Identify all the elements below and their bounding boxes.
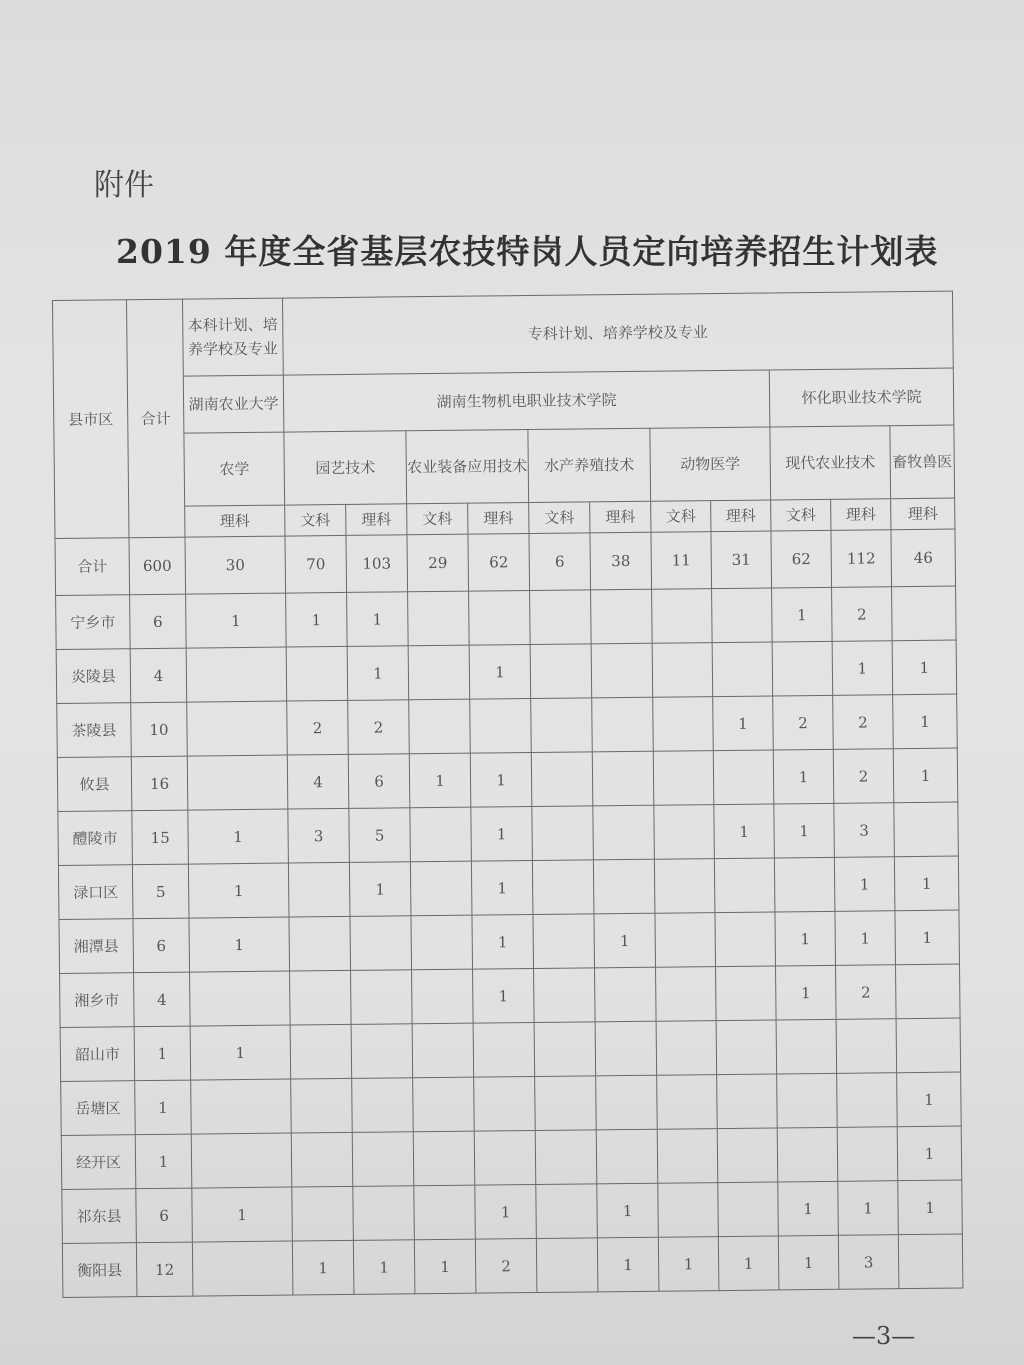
table-cell [474,1076,536,1131]
header-region: 县市区 [53,300,129,539]
table-cell [290,1024,352,1079]
table-cell [473,1022,535,1077]
table-cell [653,697,714,752]
row-region: 衡阳县 [62,1243,137,1298]
table-cell: 4 [287,754,349,809]
row-region: 醴陵市 [58,811,133,866]
table-row [60,1018,961,1081]
enrollment-plan-table [52,291,963,1298]
table-cell [718,1182,779,1237]
table-cell [593,859,655,914]
table-cell: 2 [836,965,897,1020]
table-cell: 1 [349,862,411,917]
table-cell [351,970,413,1025]
table-cell: 112 [831,530,892,588]
row-region: 合计 [55,538,130,596]
table-cell: 1 [776,965,837,1020]
table-row [61,1072,962,1135]
header-track-science: 理科 [185,505,285,537]
table-cell [658,1183,719,1238]
table-row [60,964,961,1027]
table-cell [531,752,593,807]
table-cell: 1 [895,910,960,965]
table-cell: 1 [471,861,533,916]
header-school-huaihua: 怀化职业技术学院 [769,368,954,427]
row-region: 宁乡市 [56,595,131,650]
header-major-aquaculture: 水产养殖技术 [528,428,651,502]
table-cell [657,1129,718,1184]
row-total: 6 [130,594,187,649]
table-cell [595,967,657,1022]
table-cell [837,1127,898,1182]
table-cell: 31 [711,531,772,589]
row-region: 攸县 [57,757,132,812]
header-track-arts: 文科 [771,499,831,531]
table-cell [717,1074,778,1129]
table-cell: 1 [774,803,835,858]
row-region: 渌口区 [58,865,133,920]
row-total: 16 [131,756,188,811]
row-total: 15 [132,810,189,865]
table-cell [712,642,773,697]
table-cell [652,643,713,698]
table-cell: 3 [834,803,895,858]
table-cell: 29 [407,534,469,592]
table-cell: 11 [651,532,712,590]
table-row [58,802,959,865]
header-track-science: 理科 [891,498,955,530]
table-cell: 1 [597,1237,659,1292]
table-cell: 1 [189,917,290,972]
table-cell: 1 [470,753,532,808]
table-cell [777,1127,838,1182]
table-cell: 1 [594,913,656,968]
table-cell: 1 [838,1181,899,1236]
table-cell [192,1241,293,1296]
table-row [57,748,958,811]
table-cell: 70 [285,535,347,593]
row-total: 6 [133,918,190,973]
table-cell [291,1132,353,1187]
table-cell [191,1079,292,1134]
row-total: 1 [134,1026,191,1081]
table-cell [713,750,774,805]
table-cell: 5 [349,808,411,863]
table-cell [411,915,473,970]
table-cell: 1 [835,911,896,966]
table-cell [352,1132,414,1187]
row-region: 湘乡市 [60,973,135,1028]
table-cell: 1 [892,640,957,695]
table-cell [596,1129,658,1184]
table-cell: 1 [773,749,834,804]
table-cell [191,1133,292,1188]
row-total: 4 [130,648,187,703]
header-junior-plan: 专科计划、培养学校及专业 [282,291,953,375]
table-cell [653,751,714,806]
header-school-hunan-bio: 湖南生物机电职业技术学院 [283,370,770,432]
header-track-arts: 文科 [529,502,590,534]
table-cell: 6 [348,754,410,809]
row-region: 岳塘区 [61,1081,136,1136]
table-body [55,529,963,1297]
table-cell: 2 [287,700,349,755]
table-cell: 1 [897,1126,962,1181]
header-track-arts: 文科 [407,503,468,535]
table-cell: 1 [471,807,533,862]
table-cell [536,1238,598,1293]
table-cell [532,860,594,915]
table-cell [774,857,835,912]
row-region: 茶陵县 [57,703,132,758]
table-cell: 1 [898,1180,963,1235]
row-total: 12 [136,1242,193,1297]
table-cell: 3 [838,1235,899,1290]
table-cell [536,1184,598,1239]
header-major-animal-medicine: 动物医学 [650,427,771,501]
table-cell [656,967,717,1022]
document-title: 2019 年度全省基层农技特岗人员定向培养招生计划表 [116,232,939,271]
table-cell: 1 [893,748,958,803]
table-row [58,856,959,919]
table-cell: 2 [348,700,410,755]
header-major-veterinary: 畜牧兽医 [890,425,955,499]
table-row [56,640,957,703]
table-cell [350,916,412,971]
table-cell: 1 [292,1240,354,1295]
table-cell [474,1130,536,1185]
row-total: 5 [132,864,189,919]
table-cell: 1 [286,592,348,647]
header-major-modern-agri: 现代农业技术 [770,426,891,500]
table-cell: 1 [188,863,289,918]
table-cell: 2 [773,695,834,750]
table-cell: 1 [192,1187,293,1242]
table-cell [892,586,957,641]
table-cell: 1 [190,1025,291,1080]
table-cell [290,970,352,1025]
table-cell [410,807,472,862]
table-cell [408,591,470,646]
table-cell [530,590,592,645]
table-row [56,586,957,649]
row-region: 韶山市 [60,1027,135,1082]
table-cell [470,699,532,754]
table-cell [292,1186,354,1241]
table-cell [596,1075,658,1130]
table-cell [190,971,291,1026]
table-cell [777,1073,838,1128]
table-cell: 1 [832,641,893,696]
table-cell [410,861,472,916]
table-cell: 1 [834,857,895,912]
header-track-science: 理科 [468,503,529,535]
row-total: 1 [135,1080,192,1135]
table-cell [836,1019,897,1074]
table-cell [656,1021,717,1076]
table-cell: 3 [288,808,350,863]
header-track-arts: 文科 [285,504,346,536]
table-cell [716,1020,777,1075]
header-major-agri-equipment: 农业装备应用技术 [406,430,529,504]
table-cell: 1 [597,1183,659,1238]
table-cell [654,859,715,914]
table-cell [772,641,833,696]
table-cell: 2 [832,587,893,642]
table-cell: 1 [713,696,774,751]
table-cell [534,968,596,1023]
table-cell [532,806,594,861]
table-cell [412,969,474,1024]
header-track-science: 理科 [711,500,771,532]
table-cell: 1 [772,587,833,642]
table-cell [187,755,288,810]
table-cell [409,699,471,754]
row-total: 6 [136,1188,193,1243]
table-cell [715,912,776,967]
table-cell: 2 [833,695,894,750]
table-cell: 1 [409,753,471,808]
row-region: 祁东县 [62,1189,137,1244]
table-cell [716,966,777,1021]
header-track-arts: 文科 [651,501,711,533]
table-cell: 1 [775,911,836,966]
table-cell: 1 [469,645,531,700]
row-region: 湘潭县 [59,919,134,974]
table-cell: 1 [473,968,535,1023]
table-cell: 1 [347,646,409,701]
page-number: —3— [852,1322,916,1350]
header-track-science: 理科 [590,501,651,533]
table-cell [652,589,713,644]
table-cell [535,1130,597,1185]
table-cell [592,751,654,806]
table-cell [353,1186,415,1241]
table-cell [894,802,959,857]
header-undergrad-plan: 本科计划、培养学校及专业 [182,298,283,376]
table-cell: 1 [472,914,534,969]
table-cell: 1 [186,593,287,648]
table-cell: 1 [778,1181,839,1236]
table-cell [352,1078,414,1133]
table-cell: 1 [188,809,289,864]
table-cell: 1 [894,856,959,911]
table-cell [286,646,348,701]
header-major-horticulture: 园艺技术 [284,431,407,505]
row-total: 600 [129,537,186,595]
table-cell: 1 [658,1237,719,1292]
table-cell: 1 [414,1239,476,1294]
table-cell [592,697,654,752]
table-cell [413,1131,475,1186]
table-cell [413,1077,475,1132]
table-cell [712,588,773,643]
table-cell [717,1128,778,1183]
table-cell [351,1024,413,1079]
table-cell [531,698,593,753]
table-cell [469,591,531,646]
table-cell [288,862,350,917]
table-cell: 6 [529,533,591,591]
table-cell [289,916,351,971]
table-cell [896,964,961,1019]
table-cell [595,1021,657,1076]
table-cell [714,858,775,913]
table-cell [593,805,655,860]
table-cell [776,1019,837,1074]
header-track-science: 理科 [831,499,891,531]
table-cell: 1 [778,1235,839,1290]
row-region: 经开区 [61,1135,136,1190]
table-row [62,1234,963,1297]
table-cell [291,1078,353,1133]
table-cell: 62 [468,534,530,592]
table-row [57,694,958,757]
attachment-label: 附件 [94,168,154,203]
table-cell: 1 [475,1184,537,1239]
table-cell [186,647,287,702]
table-row [59,910,960,973]
table-cell: 1 [347,592,409,647]
table-cell: 1 [718,1236,779,1291]
table-cell: 103 [346,535,408,593]
table-cell: 2 [475,1238,537,1293]
table-cell [655,913,716,968]
table-row [61,1126,962,1189]
row-region: 炎陵县 [56,649,131,704]
table-cell: 1 [897,1072,962,1127]
table-cell: 62 [771,530,832,588]
table-cell [187,701,288,756]
table-cell: 1 [893,694,958,749]
table-row-total [55,529,956,595]
header-track-science: 理科 [346,504,407,536]
table-cell [412,1023,474,1078]
table-cell [408,645,470,700]
table-cell [535,1076,597,1131]
table-cell: 1 [353,1240,415,1295]
header-total: 合计 [127,299,185,538]
table-cell: 46 [891,529,956,587]
table-cell [837,1073,898,1128]
table-cell [534,1022,596,1077]
table-cell: 30 [185,536,286,594]
row-total: 4 [134,972,191,1027]
table-cell [654,805,715,860]
table-cell [591,643,653,698]
table-cell [414,1185,476,1240]
table-cell: 1 [714,804,775,859]
table-cell [530,644,592,699]
row-total: 1 [135,1134,192,1189]
table-cell: 2 [833,749,894,804]
header-school-hunan-agri: 湖南农业大学 [183,375,284,433]
table-cell [533,914,595,969]
enrollment-plan-table-wrapper [52,291,962,1298]
table-cell [898,1234,963,1289]
table-cell: 38 [590,532,652,590]
row-total: 10 [131,702,188,757]
table-cell [591,589,653,644]
table-row [62,1180,963,1243]
table-cell [896,1018,961,1073]
table-cell [657,1075,718,1130]
header-major-agronomy: 农学 [184,432,285,506]
